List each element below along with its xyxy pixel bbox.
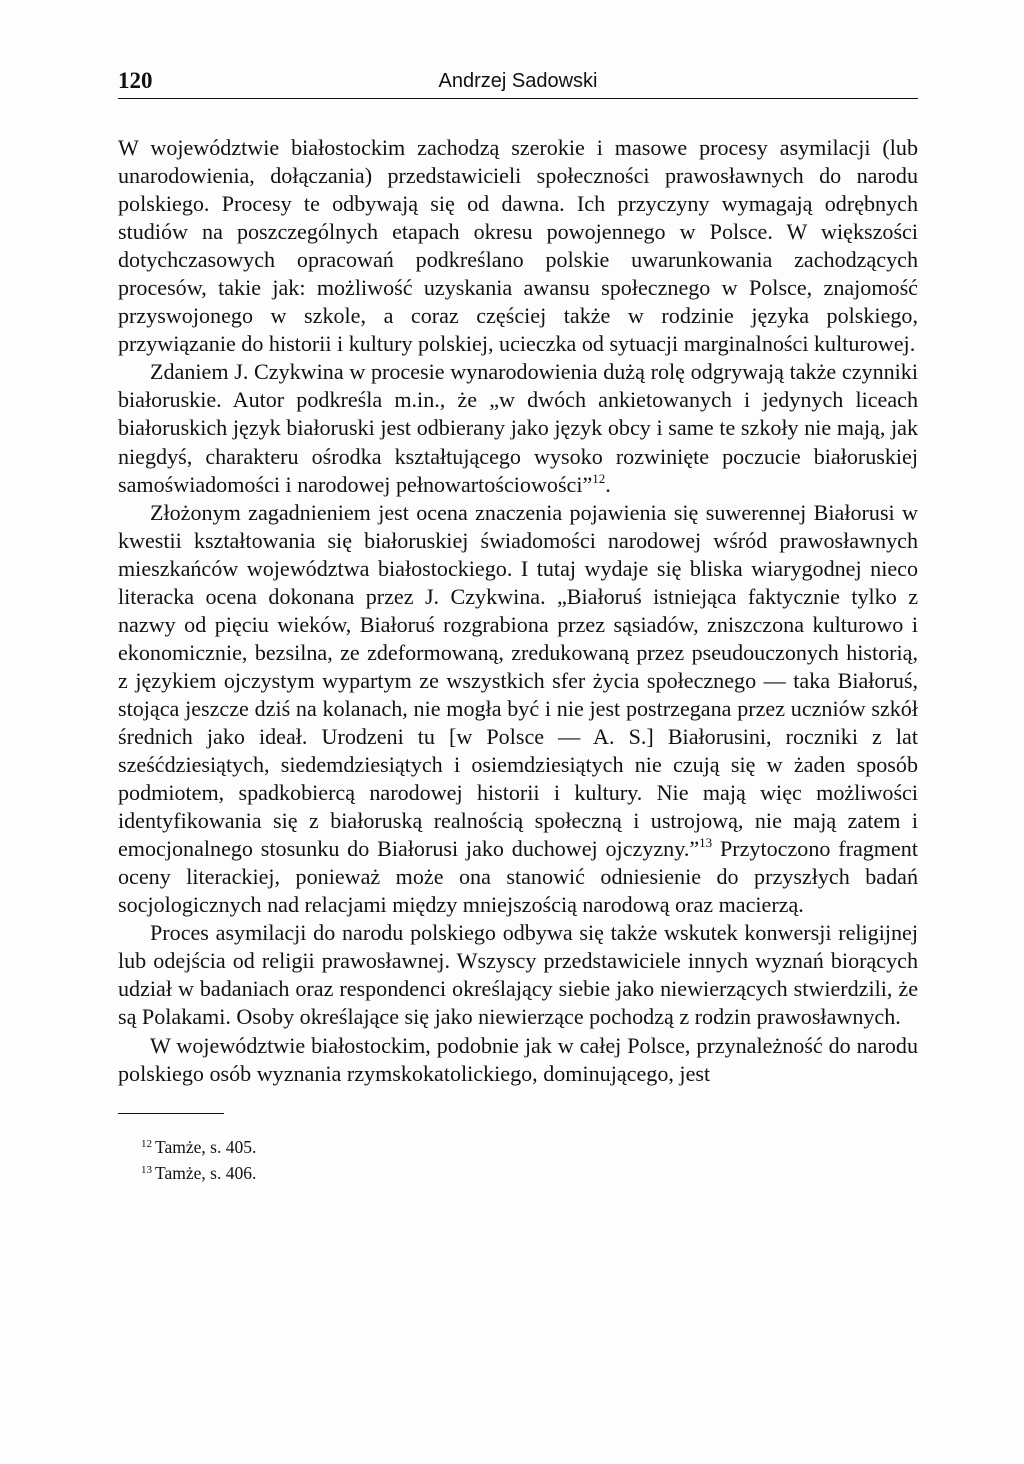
paragraph-2 [118,358,918,498]
footnote-12 [118,1136,918,1159]
footnote-text: Tamże, s. 405. [155,1136,257,1157]
body-text [118,134,918,1088]
paragraph-3 [118,499,918,920]
footnote-separator [118,1113,224,1114]
footnote-reference: 12 [592,470,606,486]
paragraph-3-ending: Przytoczono fragment oceny literackiej, ponieważ może ona stanowić odniesienie do przyszłych badań socjologicznych nad relacjami między mniejszością narodową oraz macierzą. [118,836,918,918]
paragraph-2-text: Zdaniem J. Czykwina w procesie wynarodowienia dużą rolę odgrywają także czynniki białoruskie. Autor podkreśla m.in., że „w dwóch ankietowanych i jedynych liceach białoruskich język białoruski jest odbierany jako język obcy i same te szkoły nie mają, jak niegdyś, charakteru ośrodka kształtującego wysoko rozwinięte poczucie białoruskiej samoświadomości i narodowej pełnowartościowości” [118,359,918,497]
paragraph-3-text: Złożonym zagadnieniem jest ocena znaczenia pojawienia się suwerennej Białorusi w kwestii kształtowania się białoruskiej świadomości narodowej wśród prawosławnych mieszkańców województwa białostockiego. I tutaj wydaje się bliska wiarygodnej nieco literacka ocena dokonana przez J. Czykwina. „Białoruś istniejąca faktycznie tylko z nazwy od pięciu wieków, Białoruś rozgrabiona przez sąsiadów, zniszczona kulturowo i ekonomicznie, bezsilna, ze zdeformowaną, zredukowaną przez pseudouczonych historią, z językiem ojczystym wypartym ze wszystkich sfer życia społecznego — taka Białoruś, stojąca jeszcze dziś na kolanach, nie mogła być i nie jest postrzegana przez uczniów szkół średnich jako ideał. Urodzeni tu [w Polsce — A. S.] Białorusini, roczniki z lat sześćdziesiątych, siedemdziesiątych i osiemdziesiątych nie czują się w żaden sposób podmiotem, spadkobiercą narodowej historii i kultury. Nie mają więc możliwości identyfikowania się z białoruską realnością społeczną i ustrojową, nie mają zatem i emocjonalnego stosunku do Białorusi jako duchowej ojczyzny.” [118,499,918,862]
paragraph-5: W województwie białostockim, podobnie jak w całej Polsce, przynależność do narodu polskiego osób wyznania rzymskokatolickiego, dominującego, jest [118,1032,918,1086]
footnote-text: Tamże, s. 406. [155,1162,257,1183]
running-head: Andrzej Sadowski [438,70,598,92]
page-number: 120 [118,68,153,93]
footnote-number: 12 [141,1137,152,1150]
footnotes [118,1113,918,1185]
paragraph-1: W województwie białostockim zachodzą szerokie i masowe procesy asymilacji (lub unarodowienia, dołączania) przedstawicieli społeczności prawosławnych do narodu polskiego. Procesy te odbywają się od dawna. Ich przyczyny wymagają odrębnych studiów na poszczególnych etapach okresu powojennego w Polsce. W większości dotychczasowych opracowań podkreślano polskie uwarunkowania zachodzących procesów, takie jak: możliwość uzyskania awansu społecznego w Polsce, znajomość przyswojonego w szkole, a coraz częściej także w rodzinie języka polskiego, przywiązanie do historii i kultury polskiej, ucieczka od sytuacji marginalności kulturowej. [118,135,918,357]
page-header [118,64,918,99]
paragraph-4: Proces asymilacji do narodu polskiego odbywa się także wskutek konwersji religijnej lub odejścia od religii prawosławnej. Wszyscy przedstawiciele innych wyznań biorących udział w badaniach oraz respondenci określający siebie jako niewierzących stwierdzili, że są Polakami. Osoby określające się jako niewierzące pochodzą z rodzin prawosławnych. [118,920,918,1030]
footnote-number: 13 [141,1163,152,1176]
footnote-13 [118,1162,918,1185]
footnote-reference: 13 [699,835,713,851]
paragraph-2-ending: . [605,471,611,497]
document-page [118,64,918,1188]
